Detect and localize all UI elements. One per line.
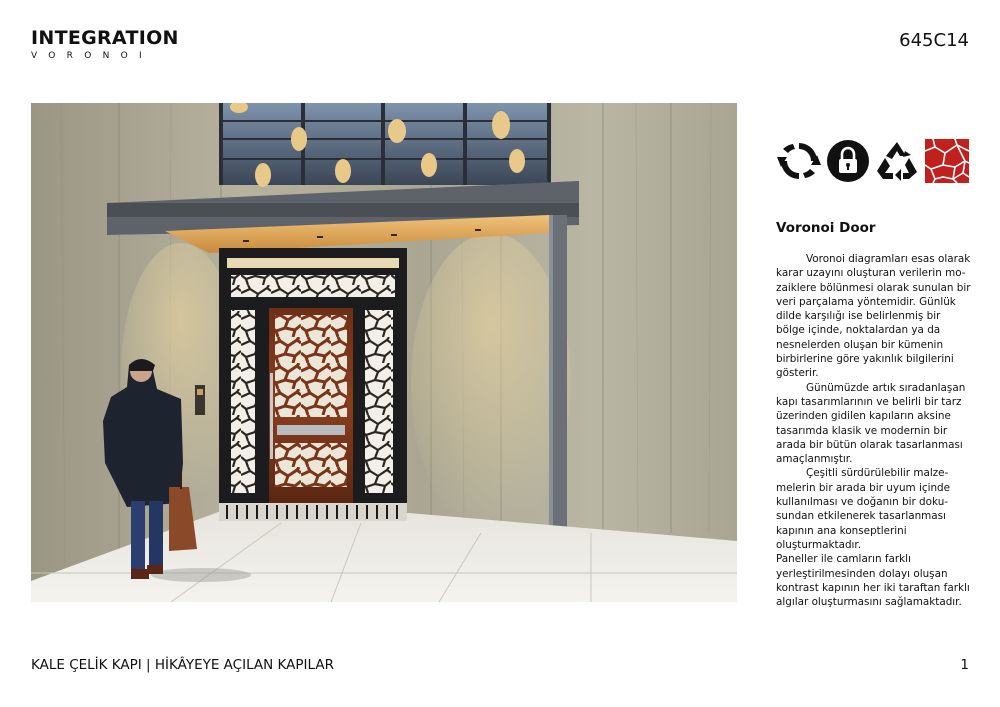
cycle-arrows-icon (777, 139, 821, 183)
feature-icons (777, 139, 969, 183)
article-body (776, 252, 972, 609)
article-paragraph: Çeşitli sürdürülebilir malze-melerin bir arada bir uyum içinde kullanılması ve doğanın bir doku-sundan etkilenerek tasarlanması kapının ana konseptlerini oluşturmaktadır. (776, 467, 951, 551)
lock-icon (826, 139, 870, 183)
brand-subtitle: VORONOI (31, 51, 153, 61)
brand-logo (31, 28, 179, 62)
article-title: Voronoi Door (776, 220, 876, 236)
door-render-image (31, 103, 737, 602)
footer-text: KALE ÇELİK KAPI | HİKÂYEYE AÇILAN KAPILAR (31, 657, 334, 673)
article-paragraph: Günümüzde artık sıradanlaşan kapı tasarımlarının ve belirli bir tarz üzerinden gidilen kapıların aksine tasarımda klasik ve modernin bir arada bir bütün olarak tasarlanması amaçlanmıştır. (776, 381, 966, 466)
brand-title: INTEGRATION (31, 27, 179, 49)
article-paragraph: Paneller ile camların farklı yerleştirilmesinden dolayı oluşan kontrast kapının her iki taraftan farklı algılar oluşturmasını sağlamaktadır. (776, 553, 970, 609)
page-number: 1 (960, 657, 969, 673)
voronoi-pattern-icon (925, 139, 969, 183)
recycle-icon (875, 139, 919, 183)
article-paragraph: Voronoi diagramları esas olarak karar uzayını oluşturan verilerin mo-zaiklere bölünmesi olarak sunulan bir veri parçalama yöntemidir. Günlük dilde karşılığı ise belirlenmiş bir bölge içinde, noktalardan ya da nesnelerden oluşan bir kümenin birbirlerine göre yakınlık bilgilerini gösterir. (776, 253, 971, 380)
document-code: 645C14 (899, 30, 969, 51)
